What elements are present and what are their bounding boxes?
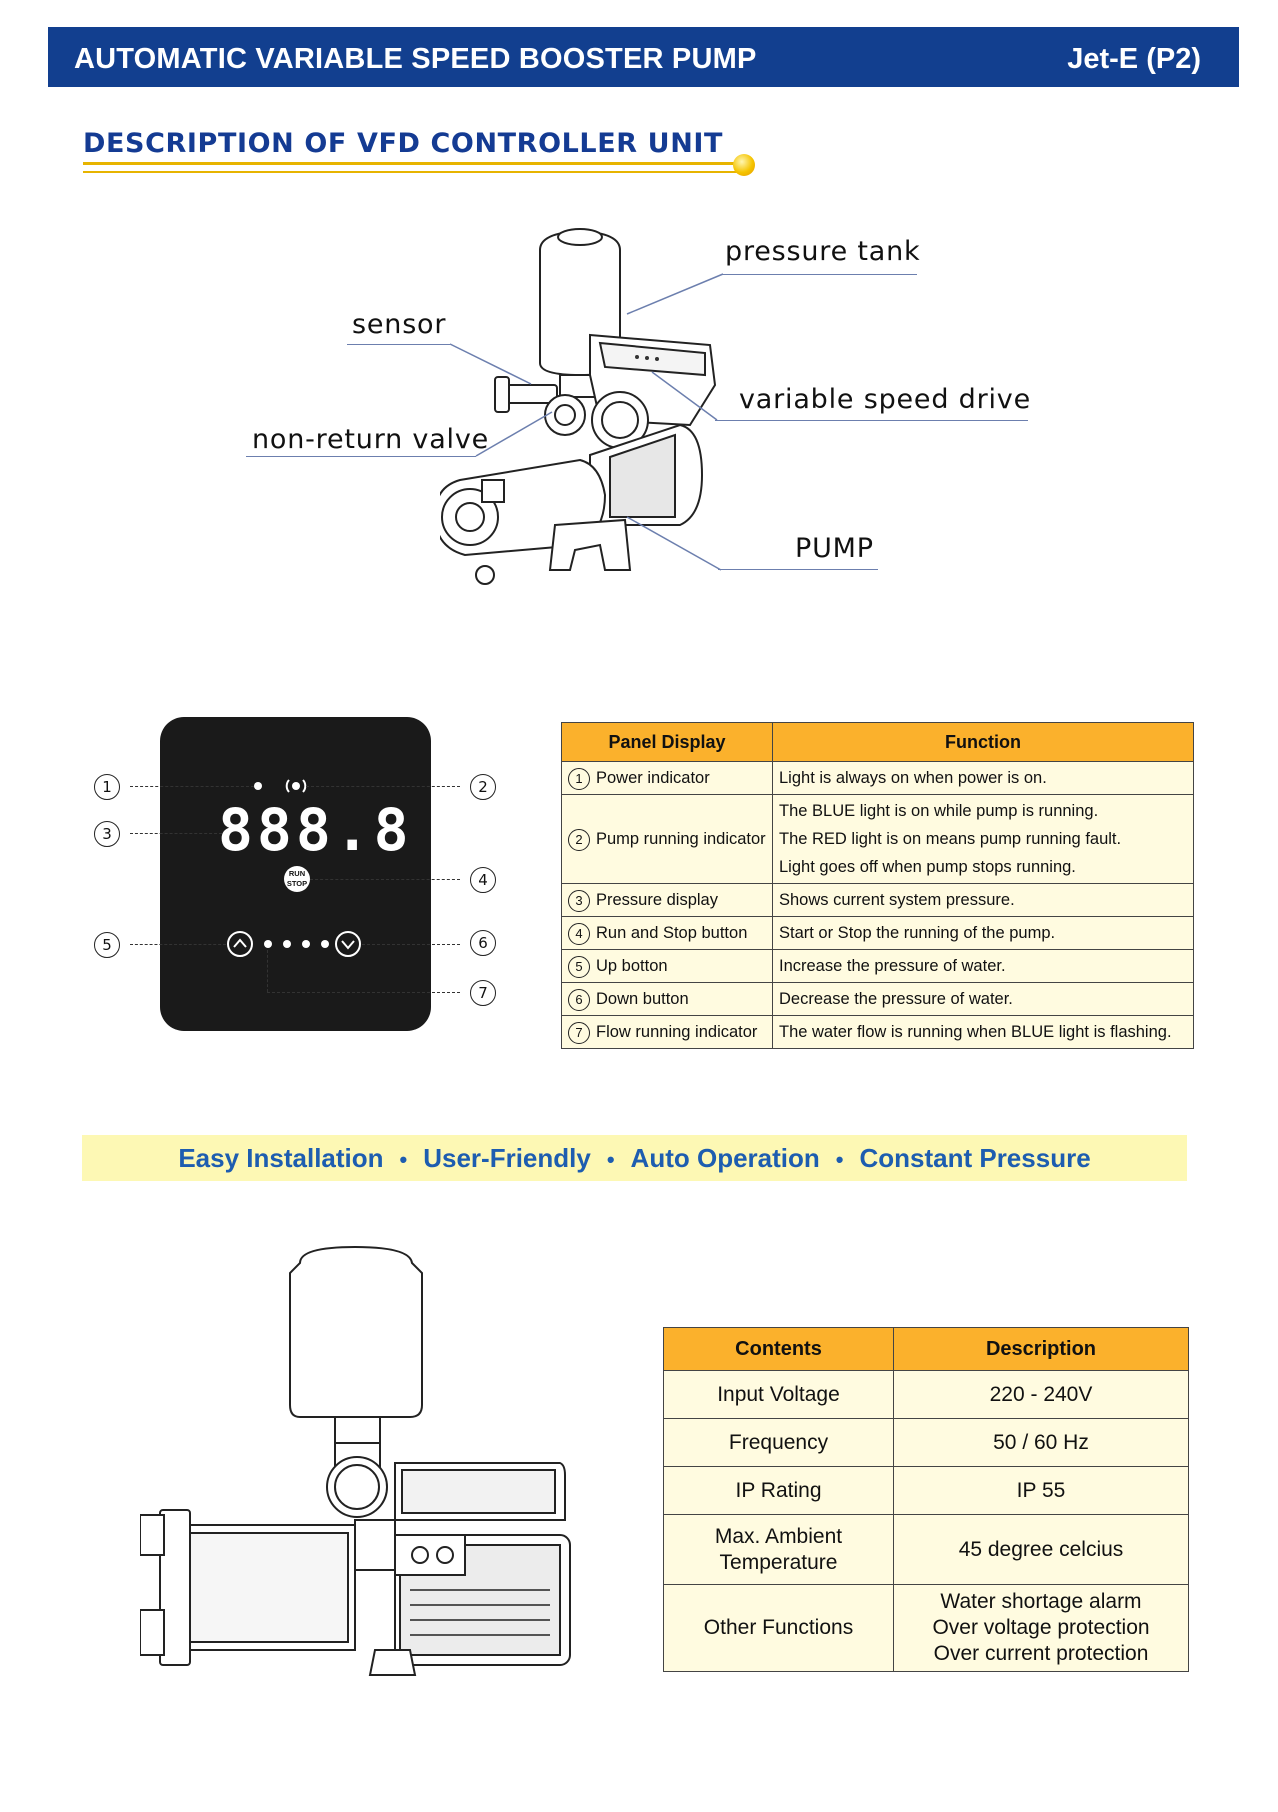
row-number: 6	[568, 989, 590, 1011]
leader-vsd	[650, 368, 720, 423]
panel-display-label: Down button	[596, 990, 689, 1008]
callout-line-pressure-tank	[722, 274, 917, 275]
callout-line-nrv	[246, 456, 476, 457]
marker-2: 2	[470, 774, 496, 800]
flow-running-indicator	[262, 938, 332, 950]
run-stop-button[interactable]	[284, 866, 310, 892]
spec-description: Water shortage alarm	[940, 1590, 1142, 1613]
section-title: DESCRIPTION OF VFD CONTROLLER UNIT	[83, 128, 724, 159]
pump-running-indicator-icon	[284, 774, 308, 798]
panel-table-header-function: Function	[773, 723, 1194, 762]
row-number: 5	[568, 956, 590, 978]
panel-display-label: Pump running indicator	[596, 830, 766, 848]
chevron-up-icon	[234, 940, 246, 947]
table-row	[664, 1585, 1189, 1672]
down-button[interactable]	[334, 930, 362, 958]
run-label: RUN	[288, 869, 306, 878]
leader-7-vertical	[267, 950, 268, 992]
leader-6	[362, 944, 460, 945]
spec-description: 220 - 240V	[894, 1371, 1189, 1419]
function-text: The water flow is running when BLUE light is flashing.	[773, 1016, 1194, 1049]
spec-description: 45 degree celcius	[894, 1515, 1189, 1585]
table-row	[562, 983, 1194, 1016]
page-header	[48, 27, 1239, 87]
leader-nrv	[474, 410, 554, 460]
spec-header-contents: Contents	[664, 1328, 894, 1371]
function-text: Light is always on when power is on.	[773, 762, 1194, 795]
function-text: Shows current system pressure.	[773, 884, 1194, 917]
section-underline	[83, 162, 738, 173]
spec-description: 50 / 60 Hz	[894, 1419, 1189, 1467]
table-row	[562, 884, 1194, 917]
specification-table	[663, 1327, 1189, 1672]
banner-bullet: •	[835, 1147, 844, 1172]
marker-1: 1	[94, 774, 120, 800]
leader-5	[130, 944, 226, 945]
marker-5: 5	[94, 932, 120, 958]
leader-4	[310, 879, 460, 880]
callout-line-sensor	[347, 344, 450, 345]
spec-description: IP 55	[894, 1467, 1189, 1515]
row-number: 3	[568, 890, 590, 912]
chevron-down-icon	[342, 941, 354, 948]
spec-content: Temperature	[719, 1550, 838, 1574]
table-row	[562, 795, 1194, 884]
spec-header-description: Description	[894, 1328, 1189, 1371]
table-row	[664, 1419, 1189, 1467]
panel-display-label: Power indicator	[596, 769, 710, 787]
header-title: AUTOMATIC VARIABLE SPEED BOOSTER PUMP	[74, 43, 757, 75]
function-text: The BLUE light is on while pump is running.	[779, 802, 1099, 820]
up-button[interactable]	[226, 930, 254, 958]
leader-pressure-tank	[625, 272, 725, 317]
banner-bullet: •	[399, 1147, 408, 1172]
table-row	[562, 1016, 1194, 1049]
panel-display-label: Pressure display	[596, 891, 718, 909]
leader-3	[130, 833, 222, 834]
panel-display-label: Up botton	[596, 957, 668, 975]
feature-banner	[82, 1135, 1187, 1181]
marker-4: 4	[470, 867, 496, 893]
panel-display-table	[561, 722, 1194, 1049]
row-number: 7	[568, 1022, 590, 1044]
leader-1	[130, 786, 254, 787]
spec-content: Max. Ambient	[714, 1524, 843, 1548]
spec-description: Over voltage protection	[932, 1616, 1150, 1639]
spec-description: Over current protection	[933, 1642, 1149, 1665]
panel-table-header-display: Panel Display	[562, 723, 773, 762]
table-row	[664, 1467, 1189, 1515]
callout-pressure-tank: pressure tank	[725, 236, 921, 267]
marker-3: 3	[94, 821, 120, 847]
pump-illustration-side	[140, 1245, 580, 1680]
leader-7	[267, 992, 460, 993]
marker-6: 6	[470, 930, 496, 956]
row-number: 1	[568, 768, 590, 790]
table-row	[562, 917, 1194, 950]
table-row	[664, 1515, 1189, 1585]
panel-display-label: Run and Stop button	[596, 924, 748, 942]
callout-variable-speed-drive: variable speed drive	[739, 384, 1031, 415]
feature-easy-installation: Easy Installation	[178, 1143, 384, 1173]
table-row	[562, 950, 1194, 983]
banner-bullet: •	[606, 1147, 615, 1172]
callout-sensor: sensor	[352, 309, 447, 340]
leader-pump	[625, 515, 723, 573]
function-text: Decrease the pressure of water.	[773, 983, 1194, 1016]
spec-content: Frequency	[664, 1419, 894, 1467]
table-row	[664, 1371, 1189, 1419]
row-number: 2	[568, 829, 590, 851]
panel-display-label: Flow running indicator	[596, 1023, 758, 1041]
table-row	[562, 762, 1194, 795]
stop-label: STOP	[286, 879, 308, 888]
function-text: The RED light is on means pump running fault.	[779, 830, 1122, 848]
leader-sensor	[449, 342, 534, 387]
row-number: 4	[568, 923, 590, 945]
power-indicator-light	[254, 782, 262, 790]
spec-content: IP Rating	[664, 1467, 894, 1515]
marker-7: 7	[470, 980, 496, 1006]
feature-auto-operation: Auto Operation	[630, 1143, 820, 1173]
function-text: Start or Stop the running of the pump.	[773, 917, 1194, 950]
feature-constant-pressure: Constant Pressure	[859, 1143, 1091, 1173]
function-text: Increase the pressure of water.	[773, 950, 1194, 983]
header-model: Jet-E (P2)	[1067, 43, 1201, 75]
section-bullet-icon	[733, 154, 755, 176]
spec-content: Other Functions	[664, 1585, 894, 1672]
callout-line-vsd	[715, 420, 1028, 421]
leader-2	[306, 786, 460, 787]
function-text: Light goes off when pump stops running.	[779, 858, 1076, 876]
callout-line-pump	[718, 569, 878, 570]
spec-content: Input Voltage	[664, 1371, 894, 1419]
feature-user-friendly: User-Friendly	[423, 1143, 591, 1173]
pressure-display: 888.8	[218, 796, 413, 864]
callout-non-return-valve: non-return valve	[252, 424, 490, 455]
callout-pump: PUMP	[795, 533, 874, 564]
